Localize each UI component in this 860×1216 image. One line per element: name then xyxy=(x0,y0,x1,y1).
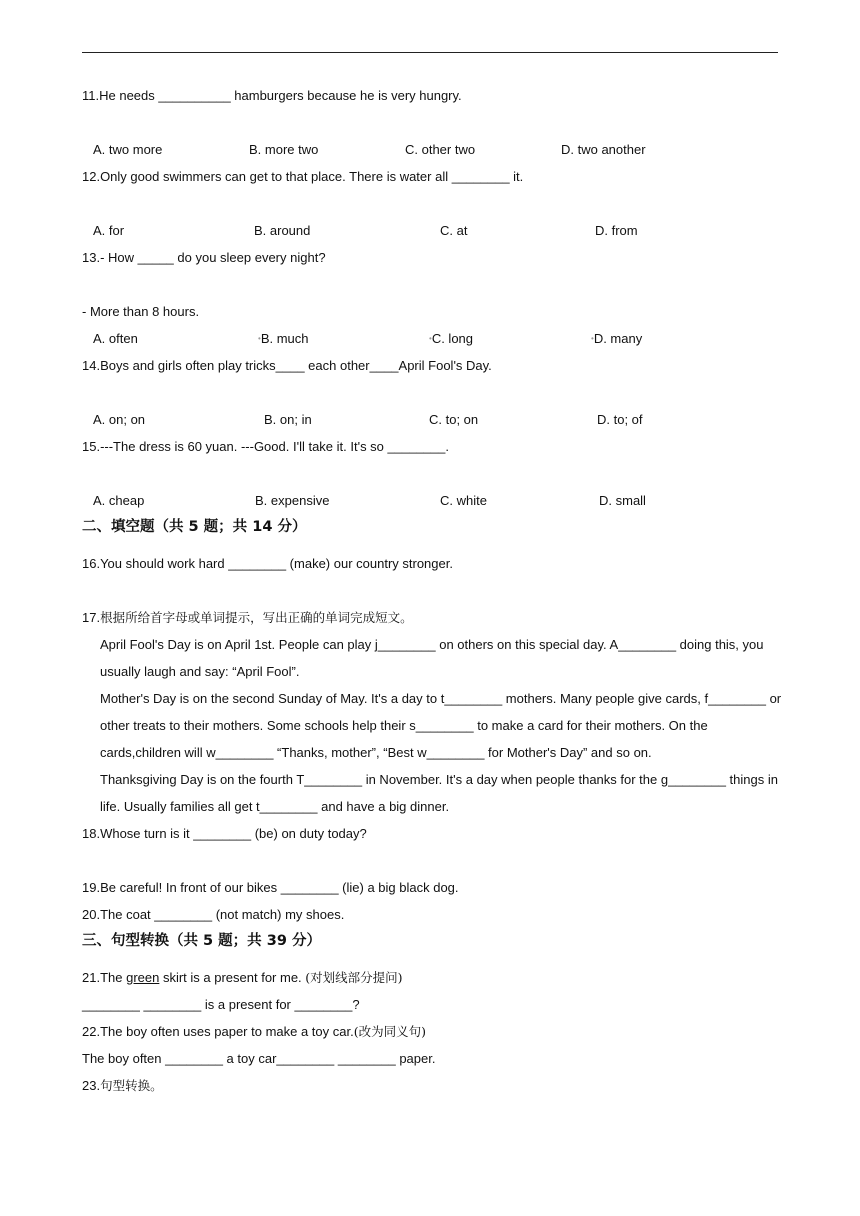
q22-text: 22.The boy often uses paper to make a toy car. xyxy=(82,1024,354,1039)
q13-option-b-text: B. much xyxy=(260,331,309,346)
q11-option-b[interactable]: B. more two xyxy=(249,142,319,157)
passage-paragraph-2: Mother's Day is on the second Sunday of May. It's a day to t________ mothers. Many people give cards, f________ or other treats to their mothers. Some schools help their s________ to make a card for their mothers. On the cards,children will w________ “Thanks, mother”, “Best w________ for Mother's Day” and so on. xyxy=(100,691,782,760)
q14-option-d[interactable]: D. to; of xyxy=(597,412,643,427)
question-20: 20.The coat ________ (not match) my shoes. xyxy=(82,907,345,922)
question-17-label: 17. xyxy=(82,610,101,625)
q23-label: 23. xyxy=(82,1078,101,1093)
q11-option-c[interactable]: C. other two xyxy=(405,142,476,157)
q13-option-d-text: D. many xyxy=(593,331,643,346)
question-22-answer[interactable]: The boy often ________ a toy car________ ________ paper. xyxy=(82,1051,436,1066)
q12-option-b[interactable]: B. around xyxy=(254,223,311,238)
q21-prefix: 21.The xyxy=(82,970,127,985)
question-23 xyxy=(82,1078,163,1094)
q23-text: 句型转换。 xyxy=(100,1078,163,1093)
bullet-mark-icon: • xyxy=(591,334,594,343)
q14-option-b[interactable]: B. on; in xyxy=(264,412,312,427)
q15-option-c[interactable]: C. white xyxy=(440,493,487,508)
q11-option-a[interactable]: A. two more xyxy=(93,142,163,157)
q12-option-d[interactable]: D. from xyxy=(595,223,638,238)
question-21 xyxy=(82,970,403,986)
question-13-answer-line: - More than 8 hours. xyxy=(82,304,200,319)
q21-suffix: skirt is a present for me. xyxy=(159,970,306,985)
header-rule xyxy=(82,52,778,53)
q13-option-c[interactable] xyxy=(429,331,473,347)
question-14-stem: 14.Boys and girls often play tricks____ each other____April Fool's Day. xyxy=(82,358,492,373)
q14-option-c[interactable]: C. to; on xyxy=(429,412,479,427)
question-15-stem: 15.---The dress is 60 yuan. ---Good. I'll take it. It's so ________. xyxy=(82,439,449,454)
bullet-mark-icon: • xyxy=(429,334,432,343)
q15-option-d[interactable]: D. small xyxy=(599,493,646,508)
question-18: 18.Whose turn is it ________ (be) on duty today? xyxy=(82,826,367,841)
q13-option-d[interactable] xyxy=(591,331,642,347)
section-3-title: 三、句型转换（共 5 题；共 39 分） xyxy=(82,933,321,949)
section-2-title: 二、填空题（共 5 题；共 14 分） xyxy=(82,519,307,535)
q12-option-c[interactable]: C. at xyxy=(440,223,468,238)
question-16: 16.You should work hard ________ (make) our country stronger. xyxy=(82,556,453,571)
question-19: 19.Be careful! In front of our bikes ________ (lie) a big black dog. xyxy=(82,880,459,895)
q11-option-d[interactable]: D. two another xyxy=(561,142,646,157)
question-11-stem: 11.He needs __________ hamburgers because he is very hungry. xyxy=(82,88,462,103)
q14-option-a[interactable]: A. on; on xyxy=(93,412,146,427)
q15-option-a[interactable]: A. cheap xyxy=(93,493,145,508)
question-12-stem: 12.Only good swimmers can get to that place. There is water all ________ it. xyxy=(82,169,524,184)
passage-paragraph-3: Thanksgiving Day is on the fourth T________ in November. It's a day when people thanks for the g________ things in life. Usually families all get t________ and have a big dinner. xyxy=(100,772,778,814)
question-13-stem: 13.- How _____ do you sleep every night? xyxy=(82,250,326,265)
q12-option-a[interactable]: A. for xyxy=(93,223,125,238)
q13-option-c-text: C. long xyxy=(431,331,474,346)
q22-note: (改为同义句) xyxy=(353,1024,426,1039)
q21-underlined-word: green xyxy=(126,970,160,985)
q13-option-b[interactable] xyxy=(258,331,309,347)
question-21-answer[interactable]: ________ ________ is a present for ________? xyxy=(82,997,360,1012)
question-22 xyxy=(82,1024,426,1040)
question-17-instruction: 根据所给首字母或单词提示，写出正确的单词完成短文。 xyxy=(100,610,413,625)
q13-option-a[interactable]: A. often xyxy=(93,331,138,346)
q21-note: (对划线部分提问) xyxy=(305,970,403,985)
question-17-heading xyxy=(82,610,413,626)
passage-paragraph-1: April Fool's Day is on April 1st. People can play j________ on others on this special day. A________ doing this, you usually laugh and say: “April Fool”. xyxy=(100,637,764,679)
bullet-mark-icon: • xyxy=(258,334,261,343)
q15-option-b[interactable]: B. expensive xyxy=(255,493,330,508)
